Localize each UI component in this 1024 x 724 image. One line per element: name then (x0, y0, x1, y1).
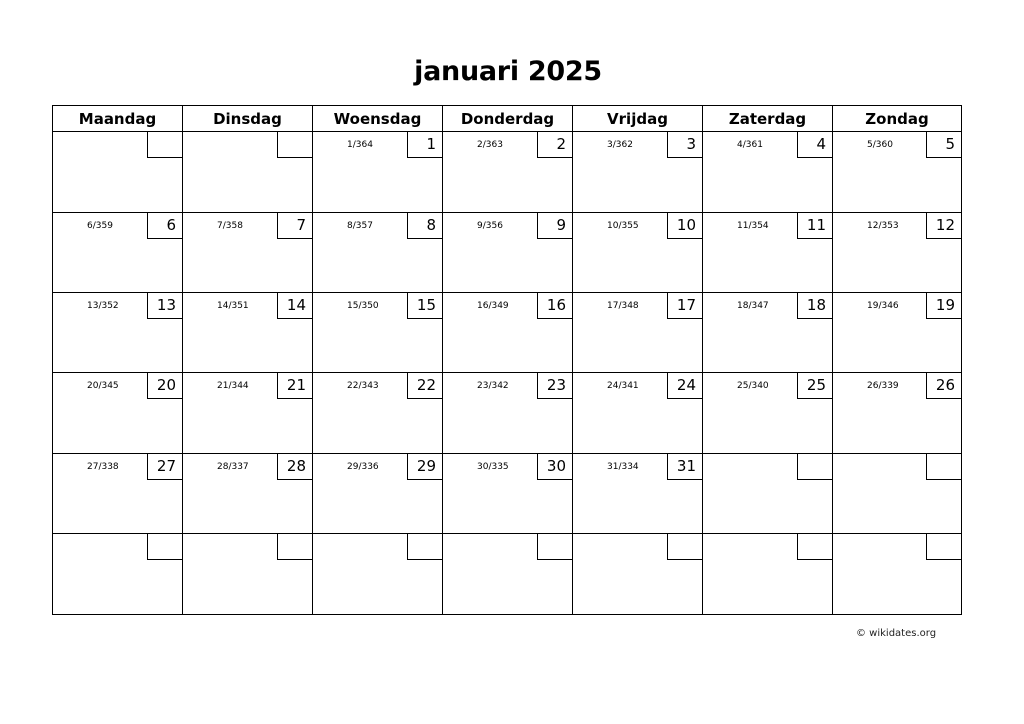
day-cell (833, 454, 961, 534)
day-number: 27 (147, 454, 182, 480)
copyright-footer: © wikidates.org (856, 628, 937, 639)
day-number: 16 (537, 293, 572, 319)
day-cell (573, 293, 703, 373)
day-cell (443, 132, 573, 213)
day-number: 24 (667, 373, 702, 399)
day-of-year-label: 30/335 (477, 462, 509, 472)
day-cell (443, 534, 573, 614)
day-of-year-label: 28/337 (217, 462, 249, 472)
day-cell (53, 213, 183, 293)
day-cell (833, 132, 961, 213)
day-number: 22 (407, 373, 442, 399)
day-cell (833, 534, 961, 614)
day-of-year-label: 13/352 (87, 301, 119, 311)
day-cell (833, 373, 961, 454)
day-number (537, 534, 572, 560)
day-cell (53, 373, 183, 454)
day-of-year-label: 31/334 (607, 462, 639, 472)
day-number: 1 (407, 132, 442, 158)
day-cell (313, 373, 443, 454)
day-cell (53, 454, 183, 534)
day-of-year-label: 8/357 (347, 221, 373, 231)
day-of-year-label: 9/356 (477, 221, 503, 231)
day-number (926, 454, 961, 480)
day-number: 7 (277, 213, 312, 239)
day-number: 10 (667, 213, 702, 239)
day-of-year-label: 14/351 (217, 301, 249, 311)
day-cell (183, 132, 313, 213)
day-cell (443, 213, 573, 293)
day-number: 6 (147, 213, 182, 239)
day-of-year-label: 26/339 (867, 381, 899, 391)
day-cell (313, 293, 443, 373)
day-cell (573, 373, 703, 454)
day-number (797, 454, 832, 480)
day-cell (183, 213, 313, 293)
day-number: 9 (537, 213, 572, 239)
day-number: 18 (797, 293, 832, 319)
day-of-year-label: 1/364 (347, 140, 373, 150)
day-number (407, 534, 442, 560)
day-number: 11 (797, 213, 832, 239)
day-cell (833, 293, 961, 373)
day-number (277, 534, 312, 560)
day-number: 26 (926, 373, 961, 399)
day-cell (183, 534, 313, 614)
day-cell (703, 373, 833, 454)
day-cell (53, 534, 183, 614)
day-of-year-label: 23/342 (477, 381, 509, 391)
day-cell (53, 132, 183, 213)
day-of-year-label: 16/349 (477, 301, 509, 311)
day-cell (183, 454, 313, 534)
day-number (797, 534, 832, 560)
day-of-year-label: 24/341 (607, 381, 639, 391)
day-cell (183, 373, 313, 454)
day-number: 12 (926, 213, 961, 239)
day-of-year-label: 15/350 (347, 301, 379, 311)
day-number: 14 (277, 293, 312, 319)
day-of-year-label: 18/347 (737, 301, 769, 311)
day-number: 13 (147, 293, 182, 319)
day-number: 31 (667, 454, 702, 480)
weekday-header-friday: Vrijdag (573, 106, 703, 131)
day-of-year-label: 17/348 (607, 301, 639, 311)
weekday-header-sunday: Zondag (865, 110, 929, 128)
day-number: 30 (537, 454, 572, 480)
day-of-year-label: 27/338 (87, 462, 119, 472)
day-cell (703, 534, 833, 614)
day-cell (53, 293, 183, 373)
weekday-header-thursday: Donderdag (443, 106, 573, 131)
day-number: 23 (537, 373, 572, 399)
day-number (147, 534, 182, 560)
day-number: 29 (407, 454, 442, 480)
day-of-year-label: 3/362 (607, 140, 633, 150)
day-cell (573, 534, 703, 614)
day-number (926, 534, 961, 560)
day-cell (703, 293, 833, 373)
day-cell (443, 373, 573, 454)
day-of-year-label: 19/346 (867, 301, 899, 311)
day-cell (573, 132, 703, 213)
day-number: 2 (537, 132, 572, 158)
weekday-header-monday: Maandag (53, 106, 183, 131)
day-cell (313, 534, 443, 614)
day-cell (313, 132, 443, 213)
day-cell (573, 213, 703, 293)
day-number: 15 (407, 293, 442, 319)
day-cell (313, 213, 443, 293)
day-number: 5 (926, 132, 961, 158)
day-of-year-label: 29/336 (347, 462, 379, 472)
day-cell (703, 213, 833, 293)
day-of-year-label: 20/345 (87, 381, 119, 391)
day-number: 3 (667, 132, 702, 158)
day-of-year-label: 4/361 (737, 140, 763, 150)
day-cell (573, 454, 703, 534)
day-of-year-label: 22/343 (347, 381, 379, 391)
day-number: 25 (797, 373, 832, 399)
day-cell (183, 293, 313, 373)
day-of-year-label: 10/355 (607, 221, 639, 231)
day-number (667, 534, 702, 560)
day-of-year-label: 5/360 (867, 140, 893, 150)
day-of-year-label: 6/359 (87, 221, 113, 231)
day-cell (313, 454, 443, 534)
day-number: 4 (797, 132, 832, 158)
day-cell (703, 454, 833, 534)
day-of-year-label: 7/358 (217, 221, 243, 231)
day-number: 17 (667, 293, 702, 319)
day-number: 19 (926, 293, 961, 319)
day-cell (833, 213, 961, 293)
day-of-year-label: 21/344 (217, 381, 249, 391)
day-number: 20 (147, 373, 182, 399)
day-of-year-label: 12/353 (867, 221, 899, 231)
weekday-header-saturday: Zaterdag (703, 106, 833, 131)
day-grid (53, 132, 961, 614)
day-cell (443, 293, 573, 373)
month-calendar (52, 105, 962, 615)
day-of-year-label: 25/340 (737, 381, 769, 391)
day-cell (443, 454, 573, 534)
calendar-title: januari 2025 (414, 56, 602, 87)
weekday-header-wednesday: Woensdag (313, 106, 443, 131)
day-number (147, 132, 182, 158)
day-number: 8 (407, 213, 442, 239)
day-number: 21 (277, 373, 312, 399)
weekday-header-row (53, 106, 961, 132)
weekday-header-tuesday: Dinsdag (183, 106, 313, 131)
day-of-year-label: 2/363 (477, 140, 503, 150)
day-number: 28 (277, 454, 312, 480)
day-cell (703, 132, 833, 213)
day-of-year-label: 11/354 (737, 221, 769, 231)
day-number (277, 132, 312, 158)
